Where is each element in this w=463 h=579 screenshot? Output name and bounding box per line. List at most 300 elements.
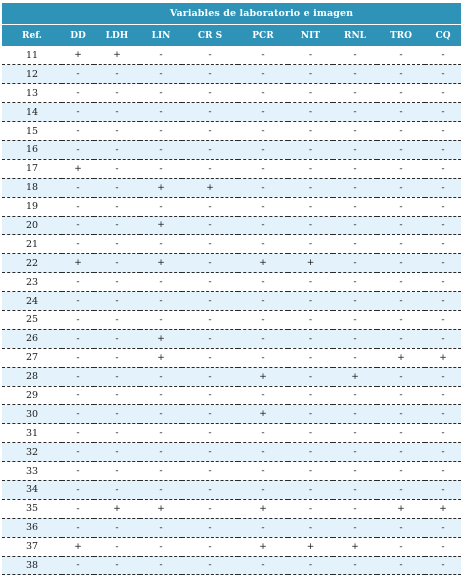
value-cell: - bbox=[377, 443, 425, 462]
value-cell: + bbox=[377, 348, 425, 367]
value-cell: + bbox=[425, 499, 461, 518]
value-cell: + bbox=[62, 537, 94, 556]
value-cell: - bbox=[94, 424, 140, 443]
value-cell: - bbox=[288, 65, 333, 84]
value-cell: - bbox=[238, 178, 288, 197]
value-cell: - bbox=[425, 159, 461, 178]
table-row bbox=[2, 462, 461, 481]
column-header: LDH bbox=[94, 25, 140, 47]
value-cell: - bbox=[182, 197, 238, 216]
value-cell: - bbox=[288, 235, 333, 254]
value-cell: - bbox=[94, 254, 140, 273]
value-cell: - bbox=[377, 386, 425, 405]
value-cell: - bbox=[62, 65, 94, 84]
value-cell: - bbox=[94, 518, 140, 537]
value-cell: - bbox=[182, 518, 238, 537]
value-cell: - bbox=[62, 273, 94, 292]
value-cell: - bbox=[333, 462, 377, 481]
value-cell: - bbox=[182, 537, 238, 556]
value-cell: - bbox=[288, 273, 333, 292]
value-cell: - bbox=[377, 405, 425, 424]
value-cell: - bbox=[333, 310, 377, 329]
value-cell: - bbox=[238, 103, 288, 122]
value-cell: - bbox=[288, 197, 333, 216]
value-cell: - bbox=[425, 556, 461, 575]
value-cell: - bbox=[288, 103, 333, 122]
value-cell: - bbox=[377, 103, 425, 122]
value-cell: - bbox=[377, 310, 425, 329]
value-cell: - bbox=[238, 556, 288, 575]
value-cell: - bbox=[333, 122, 377, 141]
value-cell: - bbox=[140, 65, 182, 84]
value-cell: - bbox=[377, 292, 425, 311]
value-cell: - bbox=[182, 159, 238, 178]
value-cell: + bbox=[333, 367, 377, 386]
ref-cell: 21 bbox=[2, 235, 62, 254]
value-cell: - bbox=[182, 103, 238, 122]
value-cell: - bbox=[182, 556, 238, 575]
value-cell: - bbox=[94, 329, 140, 348]
value-cell: - bbox=[182, 254, 238, 273]
value-cell: - bbox=[62, 499, 94, 518]
value-cell: - bbox=[182, 310, 238, 329]
value-cell: + bbox=[62, 254, 94, 273]
value-cell: - bbox=[140, 424, 182, 443]
table-group-header-row bbox=[2, 3, 461, 25]
value-cell: - bbox=[94, 103, 140, 122]
value-cell: - bbox=[140, 197, 182, 216]
value-cell: + bbox=[288, 537, 333, 556]
table-row bbox=[2, 310, 461, 329]
value-cell: - bbox=[333, 386, 377, 405]
value-cell: - bbox=[333, 348, 377, 367]
value-cell: - bbox=[182, 424, 238, 443]
value-cell: - bbox=[377, 273, 425, 292]
ref-cell: 28 bbox=[2, 367, 62, 386]
value-cell: - bbox=[182, 443, 238, 462]
ref-cell: 13 bbox=[2, 84, 62, 103]
value-cell: - bbox=[288, 46, 333, 65]
value-cell: - bbox=[182, 140, 238, 159]
table-row bbox=[2, 537, 461, 556]
value-cell: - bbox=[377, 480, 425, 499]
value-cell: - bbox=[377, 65, 425, 84]
value-cell: - bbox=[288, 159, 333, 178]
value-cell: - bbox=[333, 273, 377, 292]
value-cell: - bbox=[94, 556, 140, 575]
value-cell: - bbox=[62, 480, 94, 499]
value-cell: - bbox=[94, 367, 140, 386]
ref-cell: 30 bbox=[2, 405, 62, 424]
value-cell: - bbox=[333, 556, 377, 575]
value-cell: - bbox=[140, 235, 182, 254]
value-cell: - bbox=[425, 103, 461, 122]
value-cell: - bbox=[140, 405, 182, 424]
value-cell: - bbox=[238, 292, 288, 311]
value-cell: - bbox=[288, 386, 333, 405]
table-row bbox=[2, 103, 461, 122]
value-cell: - bbox=[238, 386, 288, 405]
value-cell: - bbox=[333, 235, 377, 254]
value-cell: - bbox=[377, 462, 425, 481]
value-cell: - bbox=[288, 367, 333, 386]
table-column-header-row bbox=[2, 25, 461, 47]
value-cell: - bbox=[182, 46, 238, 65]
value-cell: - bbox=[94, 178, 140, 197]
value-cell: + bbox=[238, 254, 288, 273]
table-row bbox=[2, 480, 461, 499]
value-cell: - bbox=[425, 197, 461, 216]
value-cell: - bbox=[94, 405, 140, 424]
value-cell: - bbox=[62, 329, 94, 348]
value-cell: + bbox=[425, 348, 461, 367]
value-cell: - bbox=[238, 273, 288, 292]
value-cell: - bbox=[94, 122, 140, 141]
value-cell: - bbox=[62, 292, 94, 311]
value-cell: - bbox=[333, 292, 377, 311]
value-cell: - bbox=[62, 216, 94, 235]
value-cell: - bbox=[238, 518, 288, 537]
value-cell: - bbox=[288, 499, 333, 518]
value-cell: - bbox=[62, 197, 94, 216]
table-row bbox=[2, 46, 461, 65]
table-row bbox=[2, 405, 461, 424]
table-row bbox=[2, 424, 461, 443]
value-cell: - bbox=[288, 292, 333, 311]
value-cell: - bbox=[94, 443, 140, 462]
table-row bbox=[2, 443, 461, 462]
column-header: LIN bbox=[140, 25, 182, 47]
ref-cell: 18 bbox=[2, 178, 62, 197]
value-cell: - bbox=[288, 84, 333, 103]
value-cell: - bbox=[288, 329, 333, 348]
value-cell: - bbox=[140, 518, 182, 537]
value-cell: - bbox=[94, 310, 140, 329]
value-cell: - bbox=[62, 140, 94, 159]
value-cell: - bbox=[140, 140, 182, 159]
value-cell: - bbox=[288, 140, 333, 159]
value-cell: - bbox=[140, 443, 182, 462]
value-cell: - bbox=[288, 405, 333, 424]
column-header: DD bbox=[62, 25, 94, 47]
ref-cell: 32 bbox=[2, 443, 62, 462]
column-header: PCR bbox=[238, 25, 288, 47]
value-cell: - bbox=[94, 386, 140, 405]
value-cell: - bbox=[377, 329, 425, 348]
value-cell: - bbox=[182, 216, 238, 235]
table-row bbox=[2, 235, 461, 254]
value-cell: - bbox=[288, 348, 333, 367]
value-cell: - bbox=[333, 329, 377, 348]
value-cell: - bbox=[62, 462, 94, 481]
value-cell: - bbox=[94, 292, 140, 311]
value-cell: - bbox=[94, 480, 140, 499]
value-cell: - bbox=[94, 140, 140, 159]
table-row bbox=[2, 197, 461, 216]
value-cell: - bbox=[140, 310, 182, 329]
value-cell: - bbox=[333, 499, 377, 518]
value-cell: - bbox=[333, 424, 377, 443]
value-cell: - bbox=[377, 178, 425, 197]
table-row bbox=[2, 216, 461, 235]
table-row bbox=[2, 254, 461, 273]
value-cell: - bbox=[377, 254, 425, 273]
value-cell: - bbox=[425, 386, 461, 405]
ref-cell: 24 bbox=[2, 292, 62, 311]
value-cell: - bbox=[425, 254, 461, 273]
value-cell: - bbox=[238, 122, 288, 141]
value-cell: - bbox=[288, 443, 333, 462]
value-cell: - bbox=[288, 310, 333, 329]
value-cell: - bbox=[377, 518, 425, 537]
ref-cell: 29 bbox=[2, 386, 62, 405]
value-cell: - bbox=[140, 556, 182, 575]
table-body bbox=[2, 46, 461, 575]
value-cell: - bbox=[377, 197, 425, 216]
value-cell: - bbox=[425, 518, 461, 537]
value-cell: - bbox=[238, 462, 288, 481]
value-cell: - bbox=[182, 122, 238, 141]
value-cell: - bbox=[377, 235, 425, 254]
value-cell: - bbox=[333, 178, 377, 197]
value-cell: - bbox=[94, 216, 140, 235]
value-cell: - bbox=[377, 367, 425, 386]
table-row bbox=[2, 273, 461, 292]
value-cell: - bbox=[425, 216, 461, 235]
value-cell: - bbox=[425, 310, 461, 329]
value-cell: - bbox=[238, 84, 288, 103]
value-cell: - bbox=[238, 216, 288, 235]
column-header: TRO bbox=[377, 25, 425, 47]
value-cell: - bbox=[62, 84, 94, 103]
value-cell: + bbox=[238, 499, 288, 518]
value-cell: + bbox=[238, 367, 288, 386]
value-cell: - bbox=[182, 65, 238, 84]
value-cell: - bbox=[140, 537, 182, 556]
value-cell: - bbox=[94, 65, 140, 84]
value-cell: - bbox=[333, 159, 377, 178]
value-cell: - bbox=[182, 367, 238, 386]
value-cell: - bbox=[377, 537, 425, 556]
value-cell: - bbox=[425, 46, 461, 65]
value-cell: - bbox=[377, 84, 425, 103]
table-row bbox=[2, 122, 461, 141]
value-cell: - bbox=[425, 405, 461, 424]
value-cell: - bbox=[140, 84, 182, 103]
value-cell: - bbox=[425, 424, 461, 443]
value-cell: + bbox=[140, 329, 182, 348]
ref-cell: 11 bbox=[2, 46, 62, 65]
column-header: NIT bbox=[288, 25, 333, 47]
value-cell: - bbox=[288, 462, 333, 481]
header-spacer bbox=[2, 3, 62, 25]
value-cell: - bbox=[333, 46, 377, 65]
value-cell: - bbox=[62, 178, 94, 197]
value-cell: - bbox=[94, 197, 140, 216]
value-cell: - bbox=[62, 405, 94, 424]
value-cell: - bbox=[425, 65, 461, 84]
value-cell: - bbox=[425, 84, 461, 103]
ref-cell: 16 bbox=[2, 140, 62, 159]
value-cell: - bbox=[238, 480, 288, 499]
column-header: RNL bbox=[333, 25, 377, 47]
table-group-header: Variables de laboratorio e imagen bbox=[62, 3, 461, 25]
value-cell: - bbox=[288, 122, 333, 141]
ref-cell: 36 bbox=[2, 518, 62, 537]
value-cell: - bbox=[62, 103, 94, 122]
ref-cell: 37 bbox=[2, 537, 62, 556]
value-cell: - bbox=[182, 480, 238, 499]
ref-cell: 33 bbox=[2, 462, 62, 481]
value-cell: - bbox=[182, 499, 238, 518]
value-cell: - bbox=[182, 329, 238, 348]
value-cell: - bbox=[377, 216, 425, 235]
value-cell: + bbox=[94, 46, 140, 65]
value-cell: - bbox=[377, 159, 425, 178]
value-cell: - bbox=[333, 140, 377, 159]
value-cell: - bbox=[333, 254, 377, 273]
value-cell: - bbox=[140, 46, 182, 65]
table-row bbox=[2, 140, 461, 159]
value-cell: - bbox=[238, 329, 288, 348]
value-cell: - bbox=[425, 329, 461, 348]
value-cell: + bbox=[94, 499, 140, 518]
value-cell: - bbox=[333, 216, 377, 235]
ref-cell: 25 bbox=[2, 310, 62, 329]
value-cell: - bbox=[140, 273, 182, 292]
value-cell: - bbox=[377, 556, 425, 575]
value-cell: - bbox=[94, 235, 140, 254]
value-cell: - bbox=[425, 140, 461, 159]
ref-cell: 27 bbox=[2, 348, 62, 367]
value-cell: - bbox=[238, 197, 288, 216]
value-cell: + bbox=[238, 405, 288, 424]
value-cell: - bbox=[288, 216, 333, 235]
value-cell: - bbox=[425, 292, 461, 311]
table-row bbox=[2, 84, 461, 103]
value-cell: + bbox=[182, 178, 238, 197]
value-cell: - bbox=[182, 405, 238, 424]
column-header: Ref. bbox=[2, 25, 62, 47]
value-cell: - bbox=[94, 537, 140, 556]
value-cell: - bbox=[94, 462, 140, 481]
value-cell: - bbox=[238, 235, 288, 254]
table-row bbox=[2, 65, 461, 84]
value-cell: + bbox=[140, 348, 182, 367]
value-cell: - bbox=[94, 348, 140, 367]
value-cell: - bbox=[288, 480, 333, 499]
value-cell: - bbox=[140, 386, 182, 405]
ref-cell: 15 bbox=[2, 122, 62, 141]
value-cell: - bbox=[62, 235, 94, 254]
table-row bbox=[2, 499, 461, 518]
value-cell: - bbox=[333, 84, 377, 103]
ref-cell: 34 bbox=[2, 480, 62, 499]
column-header: CQ bbox=[425, 25, 461, 47]
value-cell: - bbox=[62, 367, 94, 386]
value-cell: - bbox=[62, 122, 94, 141]
value-cell: - bbox=[94, 273, 140, 292]
table-row bbox=[2, 348, 461, 367]
value-cell: - bbox=[182, 84, 238, 103]
ref-cell: 22 bbox=[2, 254, 62, 273]
value-cell: - bbox=[333, 443, 377, 462]
value-cell: + bbox=[288, 254, 333, 273]
value-cell: - bbox=[140, 367, 182, 386]
column-header: CR S bbox=[182, 25, 238, 47]
value-cell: - bbox=[425, 178, 461, 197]
value-cell: - bbox=[288, 518, 333, 537]
value-cell: - bbox=[62, 348, 94, 367]
value-cell: + bbox=[238, 537, 288, 556]
value-cell: - bbox=[140, 480, 182, 499]
value-cell: - bbox=[333, 65, 377, 84]
ref-cell: 19 bbox=[2, 197, 62, 216]
value-cell: - bbox=[182, 462, 238, 481]
value-cell: - bbox=[333, 405, 377, 424]
value-cell: - bbox=[238, 348, 288, 367]
value-cell: - bbox=[62, 310, 94, 329]
ref-cell: 14 bbox=[2, 103, 62, 122]
value-cell: + bbox=[62, 46, 94, 65]
value-cell: - bbox=[333, 103, 377, 122]
value-cell: - bbox=[182, 386, 238, 405]
value-cell: - bbox=[288, 178, 333, 197]
value-cell: - bbox=[377, 424, 425, 443]
table-row bbox=[2, 386, 461, 405]
value-cell: - bbox=[238, 46, 288, 65]
table-row bbox=[2, 518, 461, 537]
ref-cell: 35 bbox=[2, 499, 62, 518]
value-cell: - bbox=[238, 159, 288, 178]
value-cell: - bbox=[425, 367, 461, 386]
table-row bbox=[2, 367, 461, 386]
table-row bbox=[2, 292, 461, 311]
value-cell: - bbox=[288, 556, 333, 575]
value-cell: + bbox=[140, 178, 182, 197]
value-cell: - bbox=[238, 443, 288, 462]
table-row bbox=[2, 556, 461, 575]
value-cell: + bbox=[62, 159, 94, 178]
value-cell: - bbox=[94, 84, 140, 103]
value-cell: - bbox=[238, 424, 288, 443]
value-cell: - bbox=[333, 480, 377, 499]
value-cell: - bbox=[425, 122, 461, 141]
value-cell: + bbox=[140, 499, 182, 518]
ref-cell: 26 bbox=[2, 329, 62, 348]
ref-cell: 23 bbox=[2, 273, 62, 292]
ref-cell: 12 bbox=[2, 65, 62, 84]
table-row bbox=[2, 159, 461, 178]
value-cell: - bbox=[62, 556, 94, 575]
table-row bbox=[2, 329, 461, 348]
value-cell: - bbox=[425, 235, 461, 254]
ref-cell: 31 bbox=[2, 424, 62, 443]
value-cell: - bbox=[62, 518, 94, 537]
value-cell: - bbox=[377, 140, 425, 159]
value-cell: - bbox=[140, 122, 182, 141]
value-cell: - bbox=[425, 462, 461, 481]
table-row bbox=[2, 178, 461, 197]
value-cell: - bbox=[182, 292, 238, 311]
value-cell: - bbox=[377, 46, 425, 65]
ref-cell: 38 bbox=[2, 556, 62, 575]
ref-cell: 17 bbox=[2, 159, 62, 178]
value-cell: - bbox=[140, 159, 182, 178]
value-cell: - bbox=[333, 197, 377, 216]
value-cell: + bbox=[140, 254, 182, 273]
value-cell: - bbox=[62, 443, 94, 462]
